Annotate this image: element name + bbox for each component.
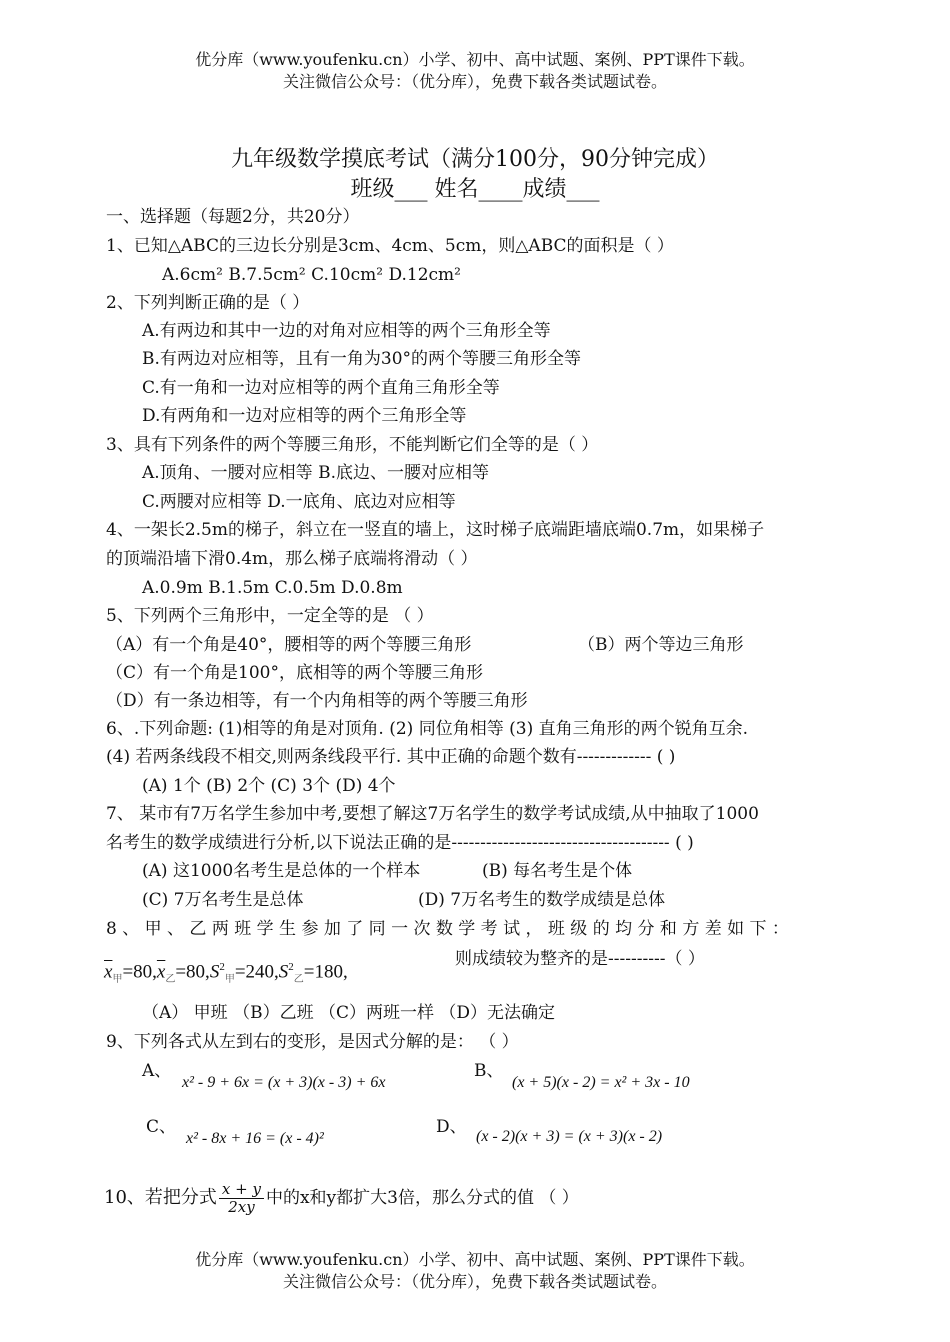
sub-yi-2: 乙 (293, 974, 304, 986)
q9-c-expr: x² - 8x + 16 = (x - 4)² (186, 1130, 324, 1147)
q2-option-b: B.有两边对应相等，且有一角为30°的两个等腰三角形全等 (142, 349, 582, 369)
sq-2: 2 (288, 961, 294, 973)
sub-yi: 乙 (165, 974, 176, 986)
footer-line-2: 关注微信公众号：（优分库），免费下载各类试题试卷。 (282, 1272, 667, 1291)
q10-fraction (219, 1181, 264, 1216)
sub-jia-2: 甲 (224, 974, 235, 986)
q2-stem: 2、下列判断正确的是（ ） (106, 293, 310, 313)
q7-option-c: (C) 7万名考生是总体 (142, 890, 304, 910)
q10-line (104, 1178, 579, 1218)
sq-1: 2 (219, 961, 225, 973)
eq-2: =80, (175, 961, 210, 983)
q6-line-2: (4) 若两条线段不相交,则两条线段平行. 其中正确的命题个数有------------- ( ) (106, 747, 676, 767)
q9-d-label: D、 (436, 1117, 467, 1137)
q10-frac-den: 2xy (228, 1197, 255, 1216)
q8-line-1: 8 、 甲 、 乙 两 班 学 生 参 加 了 同 一 次 数 学 考 试 ， 班 级 的 均 分 和 方 差 如 下 ： (106, 919, 789, 939)
q9-b-label: B、 (474, 1061, 504, 1081)
q5-option-c: （C）有一个角是100°，底相等的两个等腰三角形 (106, 663, 483, 683)
var-s-yi: S (278, 961, 289, 983)
section-heading: 一、选择题（每题2分，共20分） (106, 207, 360, 227)
q3-options-cd: C.两腰对应相等 D.一底角、底边对应相等 (142, 492, 456, 512)
q8-options: （A） 甲班 （B）乙班 （C）两班一样 （D）无法确定 (142, 1003, 556, 1023)
sub-jia: 甲 (112, 974, 123, 986)
q6-options: (A) 1个 (B) 2个 (C) 3个 (D) 4个 (142, 776, 396, 796)
q9-b-expr: (x + 5)(x - 2) = x² + 3x - 10 (512, 1074, 690, 1091)
q7-option-a: (A) 这1000名考生是总体的一个样本 (142, 861, 421, 881)
q9-a-expr: x² - 9 + 6x = (x + 3)(x - 3) + 6x (182, 1074, 386, 1091)
q9-c-label: C、 (146, 1117, 177, 1137)
q2-option-c: C.有一角和一边对应相等的两个直角三角形全等 (142, 378, 500, 398)
footer-line-1: 优分库（www.youfenku.cn）小学、初中、高中试题、案例、PPT课件下载。 (195, 1250, 755, 1269)
mean-x-jia: $\overline{x}$ (104, 961, 113, 983)
q1-options: A.6cm² B.7.5cm² C.10cm² D.12cm² (162, 265, 461, 285)
q5-stem: 5、下列两个三角形中，一定全等的是 （ ） (106, 606, 434, 626)
q3-options-ab: A.顶角、一腰对应相等 B.底边、一腰对应相等 (142, 463, 489, 483)
q7-option-d: (D) 7万名考生的数学成绩是总体 (418, 890, 666, 910)
eq-1: =80, (122, 961, 157, 983)
eq-4: =180, (303, 961, 348, 983)
q7-line-1: 7、 某市有7万名学生参加中考,要想了解这7万名学生的数学考试成绩,从中抽取了1000 (106, 804, 759, 824)
q1-stem: 1、已知△ABC的三边长分别是3cm、4cm、5cm，则△ABC的面积是（ ） (106, 236, 674, 256)
exam-title: 九年级数学摸底考试（满分100分，90分钟完成） (231, 147, 719, 172)
var-s-jia: S (209, 961, 220, 983)
q10-suffix: 中的x和y都扩大3倍，那么分式的值 （ ） (265, 1188, 579, 1208)
header-line-1: 优分库（www.youfenku.cn）小学、初中、高中试题、案例、PPT课件下载。 (195, 50, 755, 69)
q9-stem: 9、下列各式从左到右的变形，是因式分解的是： （ ） (106, 1032, 519, 1052)
q6-line-1: 6、.下列命题: (1)相等的角是对顶角. (2) 同位角相等 (3) 直角三角形的两个锐角互余. (106, 719, 749, 739)
q5-option-d: （D）有一条边相等，有一个内角相等的两个等腰三角形 (106, 691, 528, 711)
eq-3: =240, (234, 961, 279, 983)
mean-x-yi: $\overline{x}$ (156, 961, 166, 983)
q5-option-b: （B）两个等边三角形 (578, 635, 744, 655)
q2-option-d: D.有两角和一边对应相等的两个三角形全等 (142, 406, 467, 426)
q5-option-a: （A）有一个角是40°，腰相等的两个等腰三角形 (106, 635, 472, 655)
q8-suffix: 则成绩较为整齐的是----------（ ） (455, 949, 705, 969)
q7-option-b: (B) 每名考生是个体 (482, 861, 633, 881)
q10-frac-num: x + y (219, 1181, 264, 1199)
header-line-2: 关注微信公众号：（优分库），免费下载各类试题试卷。 (282, 72, 667, 91)
q9-a-label: A、 (142, 1061, 172, 1081)
q4-line-1: 4、一架长2.5m的梯子，斜立在一竖直的墙上，这时梯子底端距墙底端0.7m，如果梯子 (106, 520, 765, 540)
q8-formula (104, 956, 348, 991)
exam-info: 班级___ 姓名____成绩___ (350, 177, 600, 202)
q4-line-2: 的顶端沿墙下滑0.4m，那么梯子底端将滑动（ ） (106, 549, 478, 569)
q7-line-2: 名考生的数学成绩进行分析,以下说法正确的是-------------------------------------- ( ) (106, 833, 694, 853)
q10-prefix: 10、若把分式 (104, 1187, 217, 1208)
q9-d-expr: (x - 2)(x + 3) = (x + 3)(x - 2) (476, 1128, 663, 1145)
q3-stem: 3、具有下列条件的两个等腰三角形，不能判断它们全等的是（ ） (106, 435, 599, 455)
q4-options: A.0.9m B.1.5m C.0.5m D.0.8m (142, 578, 403, 598)
q2-option-a: A.有两边和其中一边的对角对应相等的两个三角形全等 (142, 321, 551, 341)
